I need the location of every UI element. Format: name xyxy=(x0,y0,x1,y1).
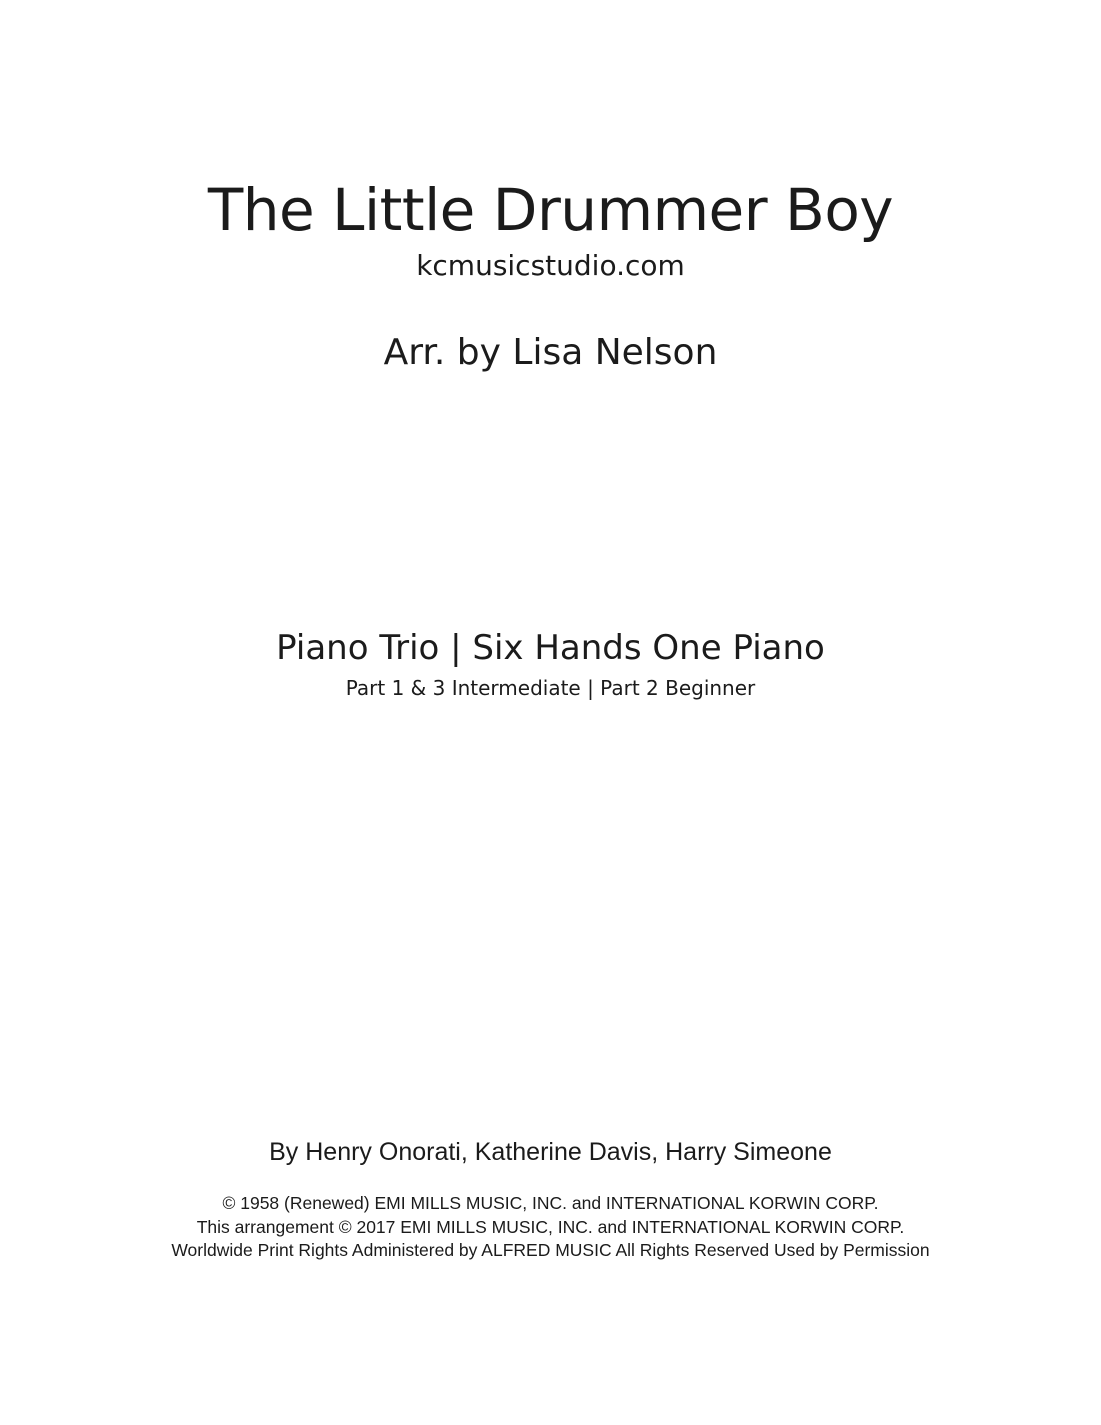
instrumentation-label: Piano Trio | Six Hands One Piano xyxy=(276,628,825,668)
copyright-line-2: This arrangement © 2017 EMI MILLS MUSIC, INC. and INTERNATIONAL KORWIN CORP. xyxy=(196,1216,905,1237)
copyright-line-1: © 1958 (Renewed) EMI MILLS MUSIC, INC. and INTERNATIONAL KORWIN CORP. xyxy=(222,1193,879,1213)
copyright-line-3: Worldwide Print Rights Administered by ALFRED MUSIC All Rights Reserved Used by Permission xyxy=(171,1240,930,1260)
arranger-credit: Arr. by Lisa Nelson xyxy=(383,332,718,373)
difficulty-levels-label: Part 1 & 3 Intermediate | Part 2 Beginner xyxy=(345,676,756,700)
composer-credit: By Henry Onorati, Katherine Davis, Harry Simeone xyxy=(269,1138,832,1166)
website-subtitle: kcmusicstudio.com xyxy=(416,249,685,282)
copyright-notice xyxy=(0,1192,1101,1263)
page-title: The Little Drummer Boy xyxy=(207,176,894,244)
